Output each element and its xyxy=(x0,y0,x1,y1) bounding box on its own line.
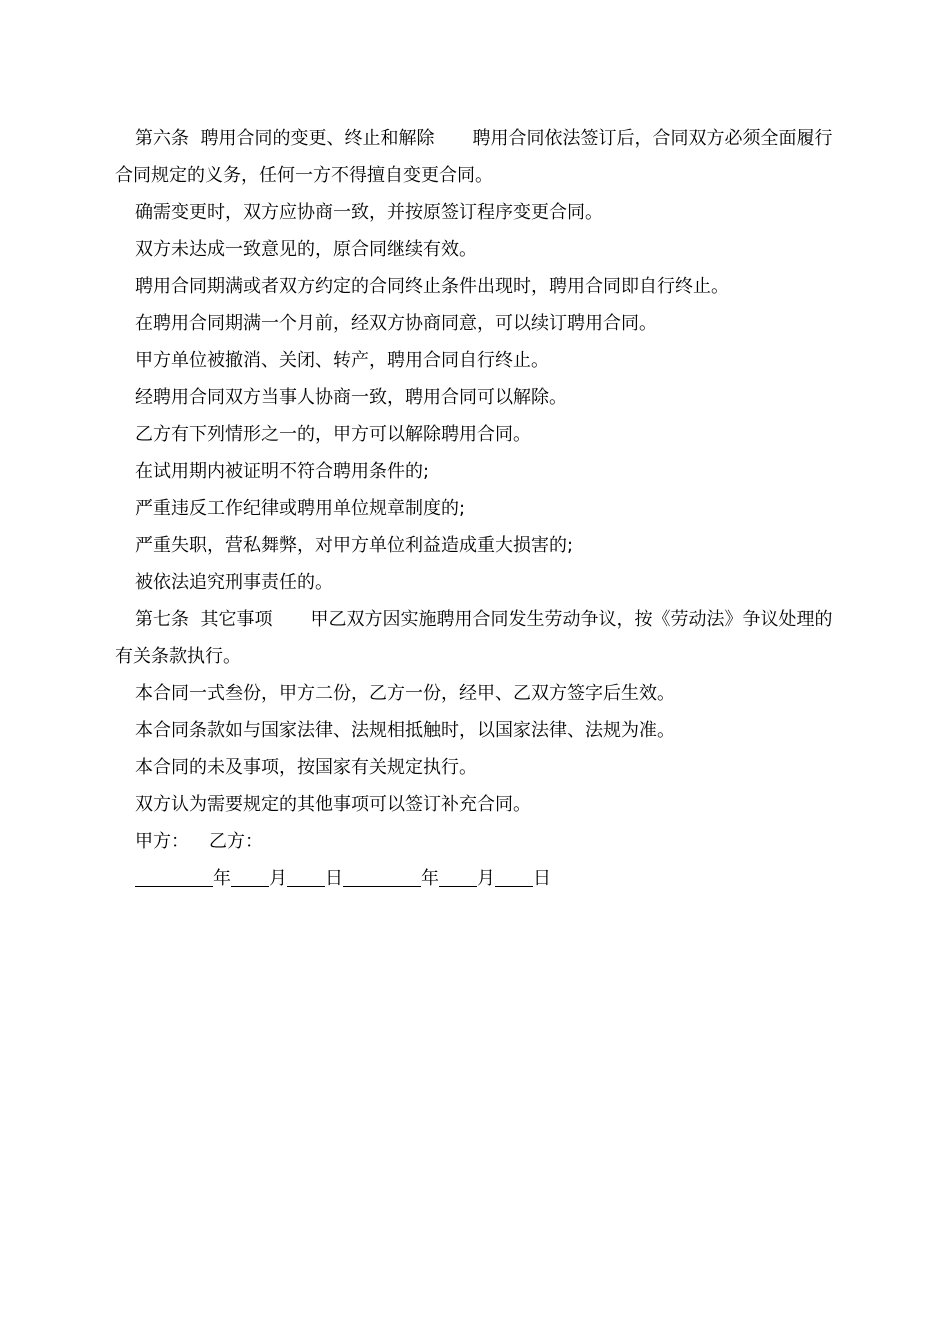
article-6-item: 严重失职，营私舞弊，对甲方单位利益造成重大损害的; xyxy=(135,535,574,556)
article-7-item: 本合同条款如与国家法律、法规相抵触时，以国家法律、法规为准。 xyxy=(135,720,675,741)
article-7-subheading: 其它事项 xyxy=(200,609,273,630)
year-label: 年 xyxy=(421,868,439,889)
day-blank[interactable] xyxy=(495,868,533,887)
article-7-item: 双方认为需要规定的其他事项可以签订补充合同。 xyxy=(135,794,531,815)
article-7-item: 本合同一式叁份，甲方二份，乙方一份，经甲、乙双方签字后生效。 xyxy=(135,683,675,704)
article-7-paragraph xyxy=(115,601,835,675)
article-6-item: 双方未达成一致意见的，原合同继续有效。 xyxy=(135,239,477,260)
article-6-item: 严重违反工作纪律或聘用单位规章制度的; xyxy=(135,498,466,519)
day-label: 日 xyxy=(325,868,343,889)
month-blank[interactable] xyxy=(439,868,477,887)
article-6-item: 在试用期内被证明不符合聘用条件的; xyxy=(135,461,430,482)
article-7-heading: 第七条 xyxy=(135,609,189,630)
article-6-item: 确需变更时，双方应协商一致，并按原签订程序变更合同。 xyxy=(135,202,603,223)
article-7-body: 甲乙双方因实施聘用合同发生劳动争议，按《劳动法》争议处理的有关条款执行。 xyxy=(115,609,833,667)
signature-dates xyxy=(115,860,835,897)
year-blank[interactable] xyxy=(343,868,421,887)
month-label: 月 xyxy=(269,868,287,889)
article-6-item: 聘用合同期满或者双方约定的合同终止条件出现时，聘用合同即自行终止。 xyxy=(135,276,729,297)
article-6-heading: 第六条 xyxy=(135,128,189,149)
article-6-item: 甲方单位被撤消、关闭、转产，聘用合同自行终止。 xyxy=(135,350,549,371)
party-a-label: 甲方： xyxy=(135,831,189,852)
day-label: 日 xyxy=(533,868,551,889)
article-6-item: 经聘用合同双方当事人协商一致，聘用合同可以解除。 xyxy=(135,387,567,408)
article-7-item: 本合同的未及事项，按国家有关规定执行。 xyxy=(135,757,477,778)
article-6-item: 乙方有下列情形之一的，甲方可以解除聘用合同。 xyxy=(135,424,531,445)
signature-parties xyxy=(115,823,835,860)
article-6-item: 被依法追究刑事责任的。 xyxy=(135,572,333,593)
article-6-body: 聘用合同依法签订后，合同双方必须全面履行合同规定的义务，任何一方不得擅自变更合同。 xyxy=(115,128,833,186)
article-6-subheading: 聘用合同的变更、终止和解除 xyxy=(200,128,435,149)
year-blank[interactable] xyxy=(135,868,213,887)
year-label: 年 xyxy=(213,868,231,889)
contract-text xyxy=(115,120,835,897)
day-blank[interactable] xyxy=(287,868,325,887)
month-label: 月 xyxy=(477,868,495,889)
article-6-item: 在聘用合同期满一个月前，经双方协商同意，可以续订聘用合同。 xyxy=(135,313,657,334)
party-b-label: 乙方： xyxy=(209,831,263,852)
article-6-paragraph xyxy=(115,120,835,194)
month-blank[interactable] xyxy=(231,868,269,887)
